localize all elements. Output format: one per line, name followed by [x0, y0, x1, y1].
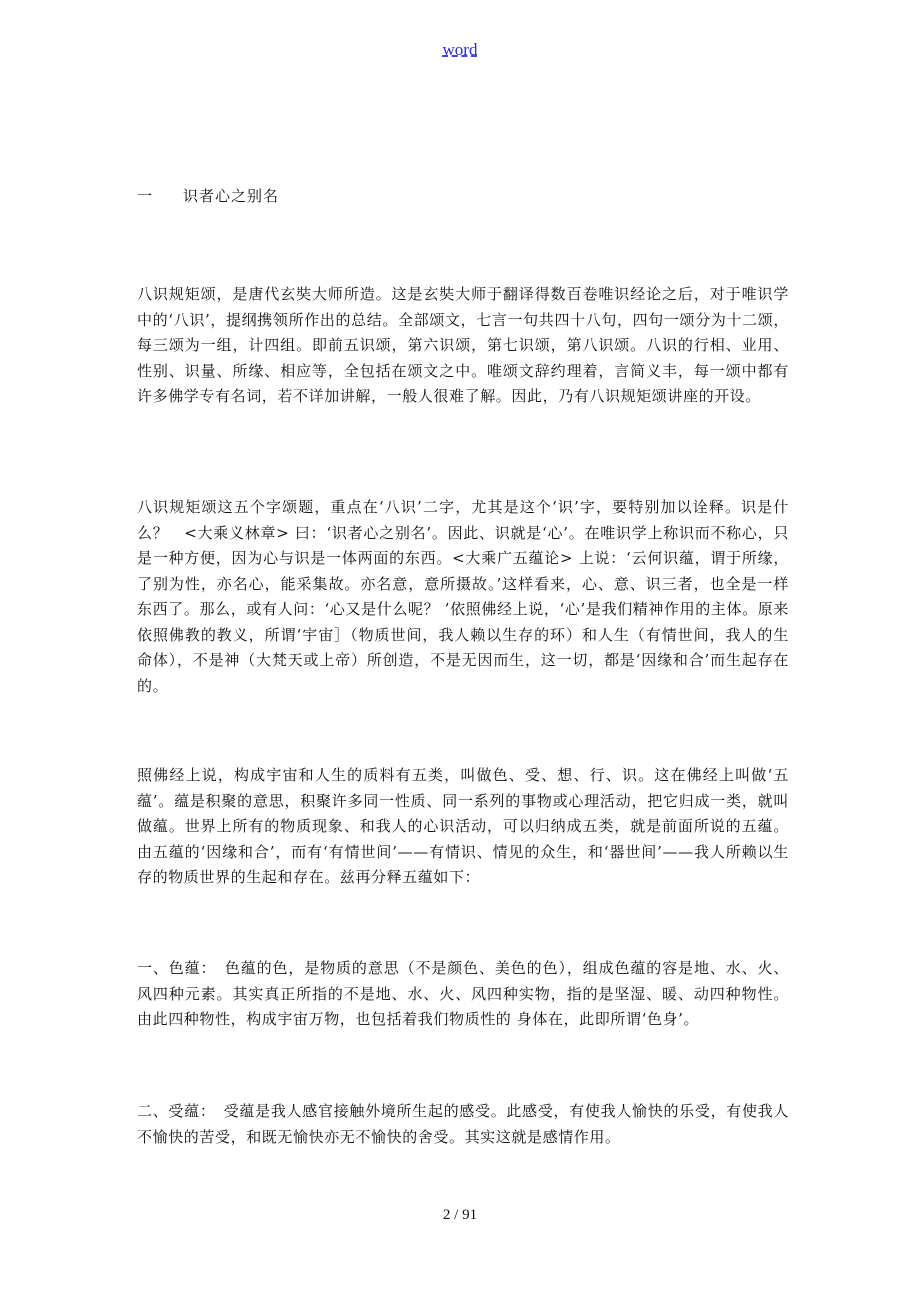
page-number: 2 / 91: [442, 1207, 478, 1223]
section-number: 一: [137, 187, 154, 205]
section-title: 识者心之别名: [183, 187, 280, 205]
paragraph-form-aggregate: 一、色蕴： 色蕴的色，是物质的意思（不是颜色、美色的色），组成色蕴的容是地、水、火、风四种元素。其实真正所指的不是地、水、火、风四种实物，指的是坚湿、暖、动四种物性。由此四种物性，构成宇宙万物，也包括着我们物质性的 身体在，此即所谓‘色身’。: [137, 959, 789, 1028]
paragraph-five-aggregates: 照佛经上说，构成宇宙和人生的质料有五类，叫做色、受、想、行、识。这在佛经上叫做‘五蕴’。蕴是积聚的意思，积聚许多同一性质、同一系列的事物或心理活动，把它归成一类，就叫做蕴。世界上所有的物质现象、和我人的心识活动，可以归纳成五类，就是前面所说的五蕴。由五蕴的‘因缘和合’，而有‘有情世间’——有情识、情见的众生，和‘器世间’——我人所赖以生存的物质世界的生起和存在。兹再分释五蕴如下：: [137, 766, 789, 886]
section-heading: [137, 185, 279, 206]
paragraph-what-is-consciousness: 八识规矩颂这五个字颂题，重点在‘八识’二字，尤其是这个‘识’字，要特别加以诠释。识是什么？ <大乘义林章> 曰：‘识者心之别名’。因此、识就是‘心’。在唯识学上称识而不称心，只是一种方便，因为心与识是一体两面的东西。<大乘广五蕴论> 上说：‘云何识蕴，谓于所缘，了别为性，亦名心，能采集故。亦名意，意所摄故。’这样看来，心、意、识三者，也全是一样东西了。那么，或有人问：‘心又是什么呢？ ’依照佛经上说，‘心’是我们精神作用的主体。原来依照佛教的教义，所谓‘宇宙］（物质世间，我人赖以生存的环）和人生（有情世间，我人的生命体），不是神（大梵天或上帝）所创造，不是无因而生，这一切，都是‘因缘和合’而生起存在的。: [137, 498, 789, 695]
paragraph-feeling-aggregate: 二、受蕴： 受蕴是我人感官接触外境所生起的感受。此感受，有使我人愉快的乐受，有使我人不愉快的苦受，和既无愉快亦无不愉快的舍受。其实这就是感情作用。: [137, 1102, 789, 1146]
header-word-link[interactable]: word: [442, 40, 478, 59]
paragraph-intro: 八识规矩颂，是唐代玄奘大师所造。这是玄奘大师于翻译得数百卷唯识经论之后，对于唯识学中的‘八识’，提纲携领所作出的总结。全部颂文，七言一句共四十八句，四句一颂分为十二颂，每三颂为一组，计四组。即前五识颂，第六识颂，第七识颂，第八识颂。八识的行相、业用、性别、识量、所缘、相应等，全包括在颂文之中。唯颂文辞约理着，言简义丰，每一颂中都有许多佛学专有名词，若不详加讲解，一般人很难了解。因此，乃有八识规矩颂讲座的开设。: [137, 285, 789, 405]
